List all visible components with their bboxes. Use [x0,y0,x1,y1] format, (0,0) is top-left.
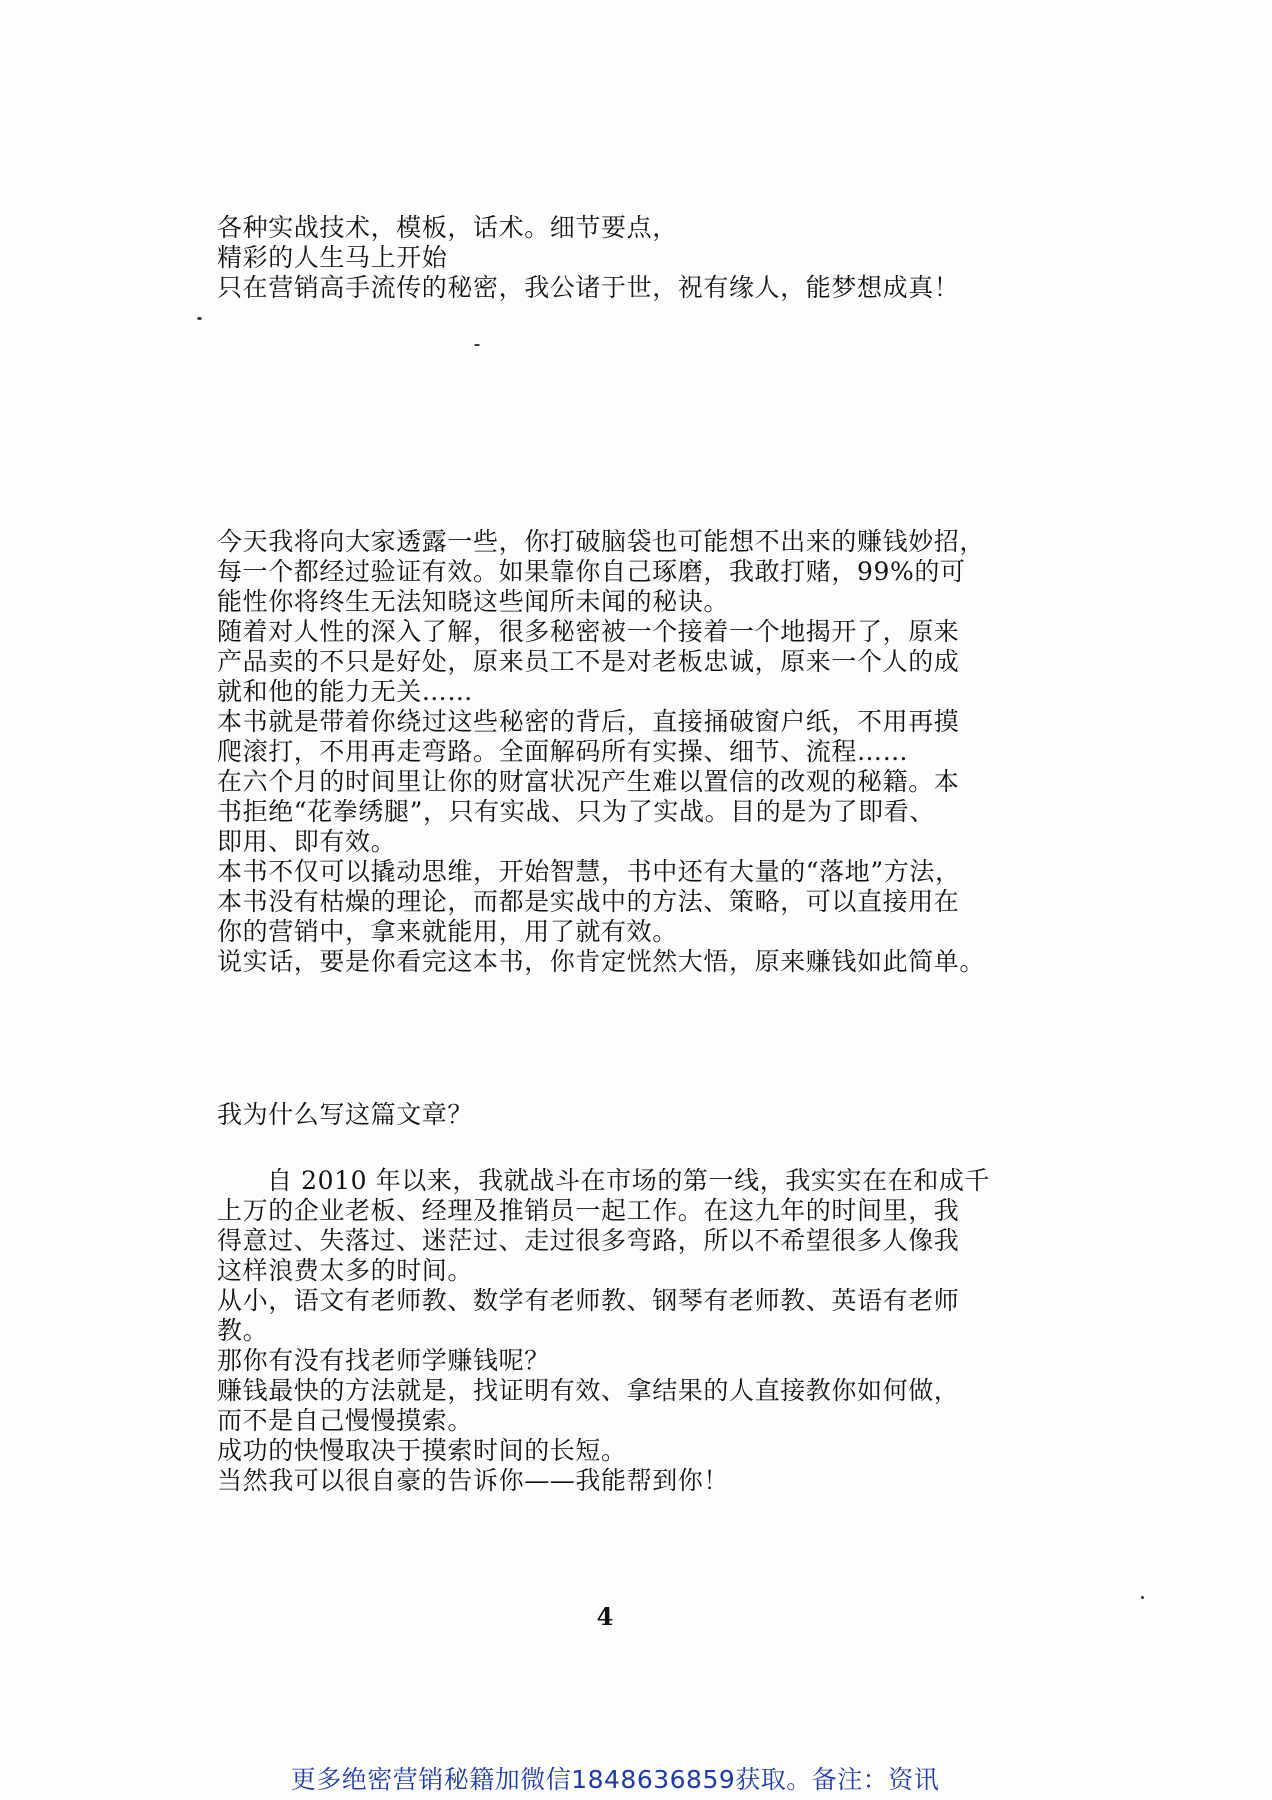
story-line: 而不是自己慢慢摸索。 [217,1406,474,1435]
page-number: 4 [596,1602,614,1631]
story-line: 成功的快慢取决于摸索时间的长短。 [217,1436,627,1465]
story-paragraph [217,1166,1017,1496]
story-line: 从小，语文有老师教、数学有老师教、钢琴有老师教、英语有老师 [217,1286,960,1315]
intro-line: 各种实战技术，模板，话术。细节要点， [217,213,678,242]
footer-promo-text: 更多绝密营销秘籍加微信1848636859获取。备注：资讯 [290,1765,940,1794]
story-line: 上万的企业老板、经理及推销员一起工作。在这九年的时间里，我 [217,1196,960,1225]
intro-line: 只在营销高手流传的秘密，我公诸于世，祝有缘人，能梦想成真！ [217,273,960,302]
body-line: 本书没有枯燥的理论，而都是实战中的方法、策略，可以直接用在 [217,887,960,916]
body-line: 本书不仅可以撬动思维，开始智慧，书中还有大量的“落地”方法， [217,857,961,886]
story-line: 当然我可以很自豪的告诉你——我能帮到你！ [217,1466,730,1495]
intro-paragraph [217,213,1017,303]
story-line: 赚钱最快的方法就是，找证明有效、拿结果的人直接教你如何做， [217,1376,960,1405]
body-line: 就和他的能力无关…… [217,677,474,706]
intro-line: 精彩的人生马上开始 [217,243,448,272]
body-line: 本书就是带着你绕过这些秘密的背后，直接捅破窗户纸，不用再摸 [217,707,960,736]
body-line: 每一个都经过验证有效。如果靠你自己琢磨，我敢打赌，99%的可 [217,557,966,586]
body-line: 产品卖的不只是好处，原来员工不是对老板忠诚，原来一个人的成 [217,647,960,676]
story-line: 那你有没有找老师学赚钱呢？ [217,1346,550,1375]
story-line: 这样浪费太多的时间。 [217,1256,474,1285]
story-line: 教。 [217,1316,269,1345]
body-line: 爬滚打，不用再走弯路。全面解码所有实操、细节、流程…… [217,737,909,766]
body-line: 能性你将终生无法知晓这些闻所未闻的秘诀。 [217,587,730,616]
body-line: 书拒绝“花拳绣腿”，只有实战、只为了实战。目的是为了即看、 [217,797,935,826]
body-line: 在六个月的时间里让你的财富状况产生难以置信的改观的秘籍。本 [217,767,960,796]
body-paragraph [217,527,1017,977]
body-line: 你的营销中，拿来就能用，用了就有效。 [217,917,678,946]
section-heading: 我为什么写这篇文章？ [217,1100,474,1129]
story-line: 自 2010 年以来，我就战斗在市场的第一线，我实实在在和成千 [267,1166,991,1195]
scan-speck [197,317,202,320]
body-line: 即用、即有效。 [217,827,397,856]
scan-speck [474,344,480,346]
story-line: 得意过、失落过、迷茫过、走过很多弯路，所以不希望很多人像我 [217,1226,960,1255]
scan-speck [1141,1596,1144,1599]
body-line: 随着对人性的深入了解，很多秘密被一个接着一个地揭开了，原来 [217,617,960,646]
body-line: 说实话，要是你看完这本书，你肯定恍然大悟，原来赚钱如此简单。 [217,947,986,976]
body-line: 今天我将向大家透露一些，你打破脑袋也可能想不出来的赚钱妙招， [217,527,986,556]
